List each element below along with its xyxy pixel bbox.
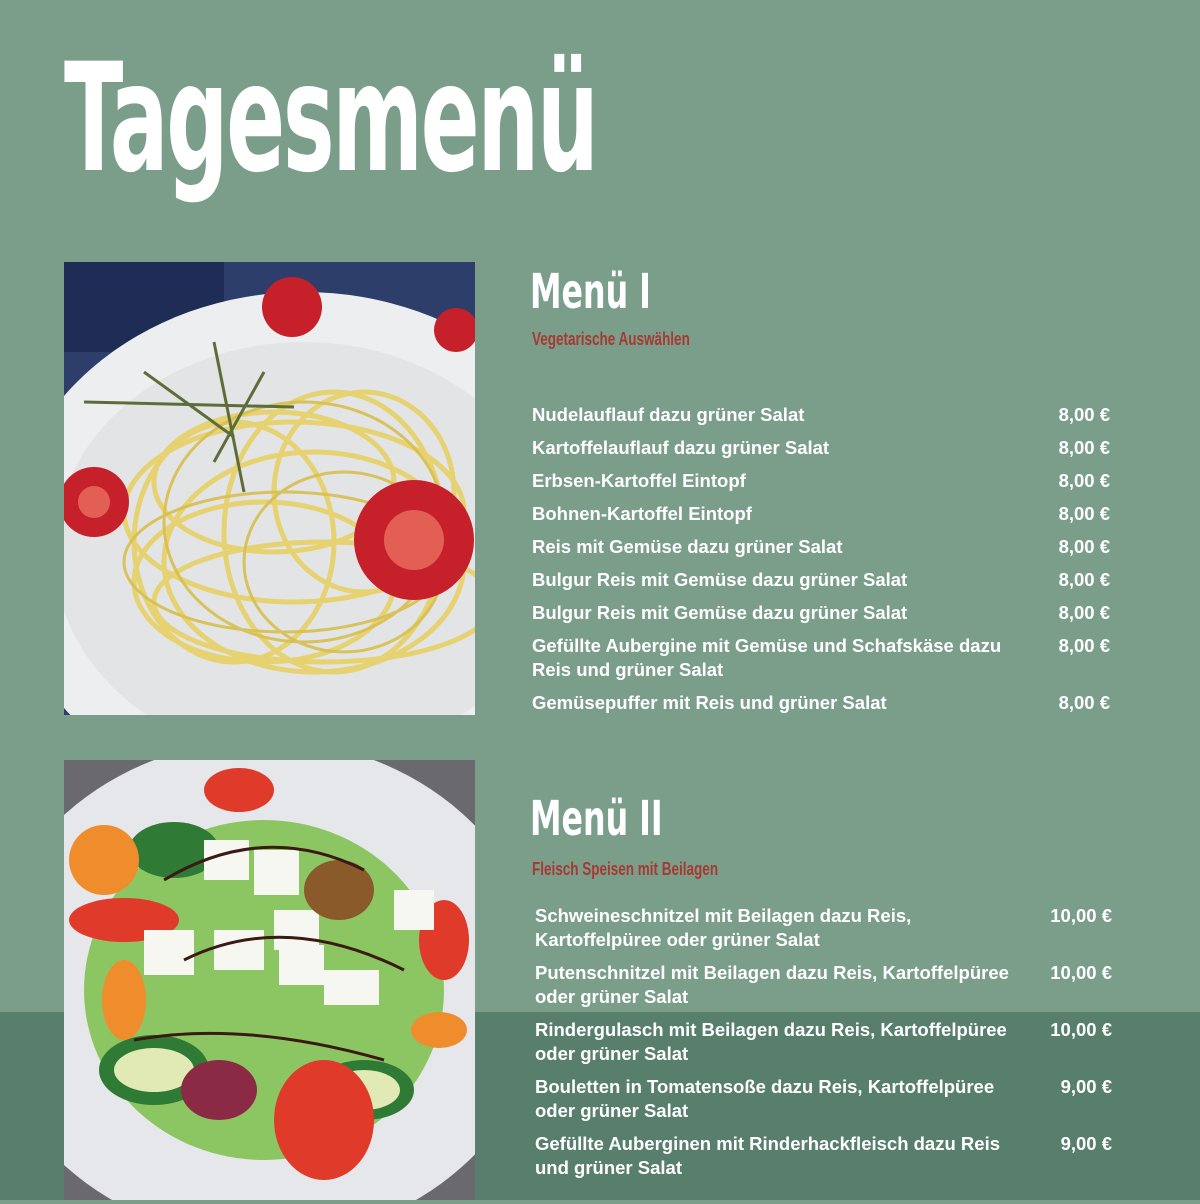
item-name: Bulgur Reis mit Gemüse dazu grüner Salat — [532, 602, 908, 623]
page-title: Tagesmenü — [64, 32, 597, 206]
item-name: Rindergulasch mit Beilagen dazu Reis, Kartoffelpüree oder grüner Salat — [535, 1019, 1007, 1064]
item-price: 8,00 € — [1058, 503, 1110, 524]
item-name: Putenschnitzel mit Beilagen dazu Reis, Kartoffelpüree oder grüner Salat — [535, 962, 1009, 1007]
item-price: 10,00 € — [1050, 962, 1112, 983]
item-price: 8,00 € — [1058, 404, 1110, 425]
item-name: Kartoffelauflauf dazu grüner Salat — [532, 437, 830, 458]
item-name: Gefüllte Aubergine mit Gemüse und Schafskäse dazu Reis und grüner Salat — [532, 635, 1002, 680]
menu-2-subtitle: Fleisch Speisen mit Beilagen — [532, 859, 719, 879]
item-price: 8,00 € — [1058, 692, 1110, 713]
menu-1-item-list — [532, 403, 1110, 723]
item-name: Gefüllte Auberginen mit Rinderhackfleisch dazu Reis und grüner Salat — [535, 1133, 1000, 1178]
item-price: 8,00 € — [1058, 437, 1110, 458]
salad-plate-photo — [64, 760, 475, 1200]
menu-2-item-list — [535, 904, 1112, 1204]
item-price: 8,00 € — [1058, 635, 1110, 656]
item-name: Bohnen-Kartoffel Eintopf — [532, 503, 752, 524]
item-name: Bulgur Reis mit Gemüse dazu grüner Salat — [532, 569, 908, 590]
item-price: 9,00 € — [1060, 1133, 1112, 1154]
menu-2-heading: Menü II — [530, 791, 663, 847]
item-name: Reis mit Gemüse dazu grüner Salat — [532, 536, 843, 557]
item-price: 8,00 € — [1058, 602, 1110, 623]
item-name: Erbsen-Kartoffel Eintopf — [532, 470, 746, 491]
item-name: Gemüsepuffer mit Reis und grüner Salat — [532, 692, 887, 713]
item-price: 9,00 € — [1060, 1076, 1112, 1097]
item-name: Bouletten in Tomatensoße dazu Reis, Kartoffelpüree oder grüner Salat — [535, 1076, 995, 1121]
menu-1-subtitle: Vegetarische Auswählen — [532, 329, 690, 349]
menu-1-heading: Menü I — [530, 264, 651, 320]
item-name: Nudelauflauf dazu grüner Salat — [532, 404, 805, 425]
item-price: 8,00 € — [1058, 470, 1110, 491]
item-name: Schweineschnitzel mit Beilagen dazu Reis, Kartoffelpüree oder grüner Salat — [535, 905, 912, 950]
item-price: 8,00 € — [1058, 536, 1110, 557]
spaghetti-dish-photo — [64, 262, 475, 715]
item-price: 10,00 € — [1050, 1019, 1112, 1040]
item-price: 8,00 € — [1058, 569, 1110, 590]
item-price: 10,00 € — [1050, 905, 1112, 926]
